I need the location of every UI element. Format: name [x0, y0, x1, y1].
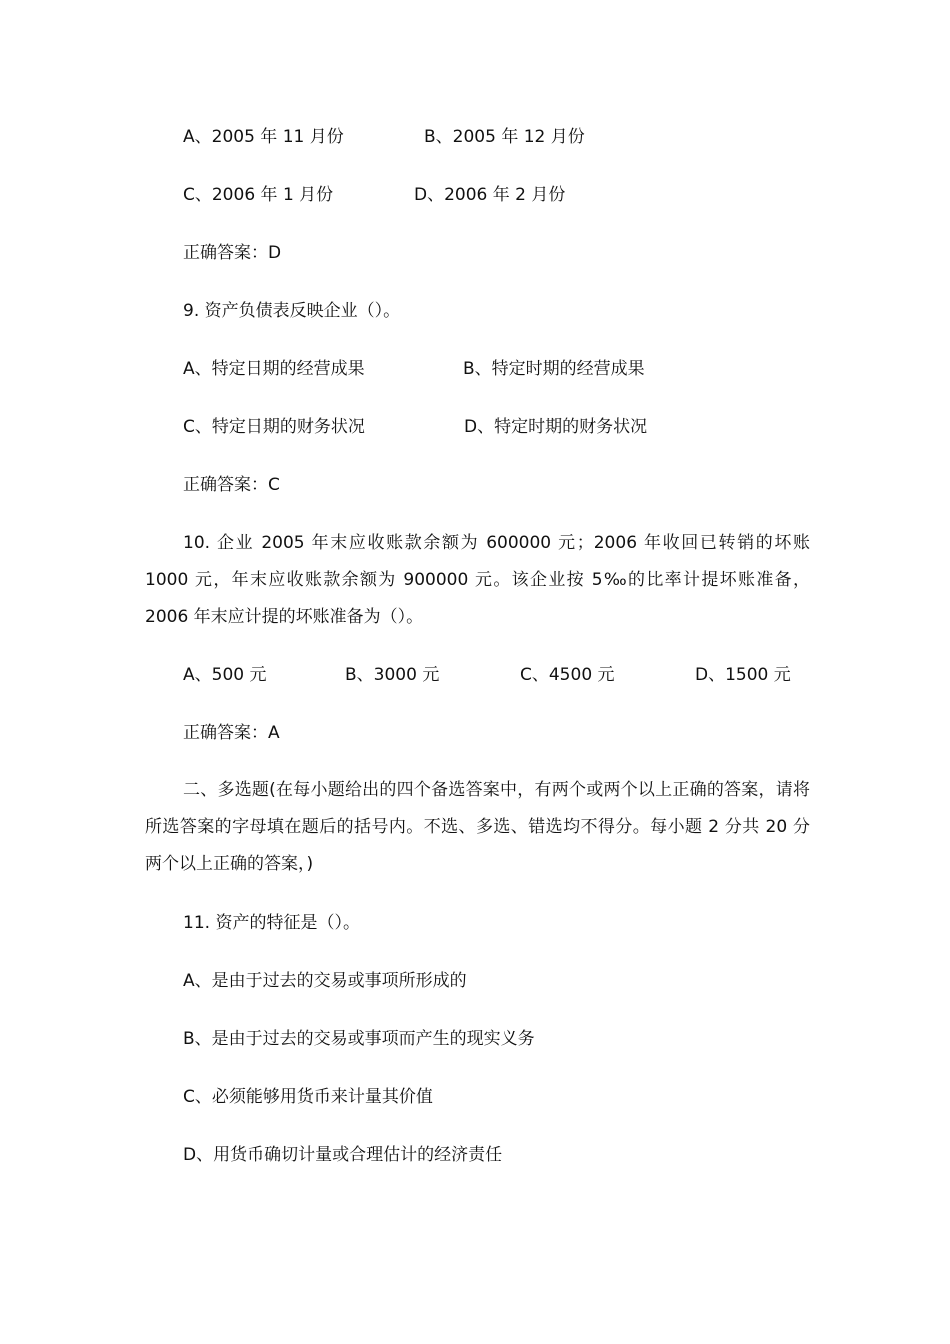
q8-answer: 正确答案：D — [183, 243, 282, 263]
q11-question: 11. 资产的特征是（）。 — [183, 913, 360, 933]
q11-option-c: C、必须能够用货币来计量其价值 — [183, 1087, 433, 1107]
q9-option-b: B、特定时期的经营成果 — [463, 359, 645, 379]
section2-heading: 二、多选题(在每小题给出的四个备选答案中，有两个或两个以上正确的答案，请将所选答案的字母填在题后的括号内。不选、多选、错选均不得分。每小题 2 分共 20 分两个以上正确的答案，) — [145, 780, 810, 874]
q8-option-b: B、2005 年 12 月份 — [424, 127, 585, 147]
q11-option-b: B、是由于过去的交易或事项而产生的现实义务 — [183, 1029, 535, 1049]
q10-option-d: D、1500 元 — [695, 665, 791, 685]
q9-answer: 正确答案：C — [183, 475, 280, 495]
q9-option-d: D、特定时期的财务状况 — [464, 417, 648, 437]
q10-option-a: A、500 元 — [183, 665, 267, 685]
q8-option-c: C、2006 年 1 月份 — [183, 185, 334, 205]
q9-question: 9. 资产负债表反映企业（）。 — [183, 301, 401, 321]
q10-option-b: B、3000 元 — [345, 665, 440, 685]
q8-option-d: D、2006 年 2 月份 — [414, 185, 566, 205]
q10-question: 10. 企业 2005 年末应收账款余额为 600000 元；2006 年收回已转销的坏账 1000 元，年末应收账款余额为 900000 元。该企业按 5‰的比率计提坏账准备，2006 年末应计提的坏账准备为（）。 — [145, 533, 810, 627]
q10-answer: 正确答案：A — [183, 723, 280, 743]
q11-option-d: D、用货币确切计量或合理估计的经济责任 — [183, 1145, 503, 1165]
q11-option-a: A、是由于过去的交易或事项所形成的 — [183, 971, 467, 991]
q9-option-a: A、特定日期的经营成果 — [183, 359, 365, 379]
q9-option-c: C、特定日期的财务状况 — [183, 417, 365, 437]
q8-option-a: A、2005 年 11 月份 — [183, 127, 344, 147]
q10-option-c: C、4500 元 — [520, 665, 615, 685]
